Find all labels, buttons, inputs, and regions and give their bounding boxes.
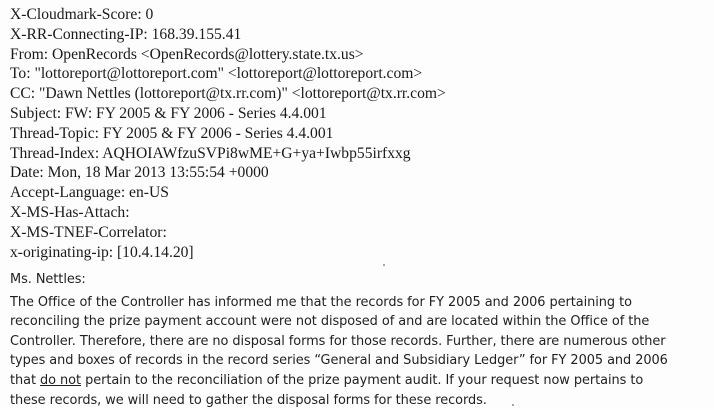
header-subject: Subject: FW: FY 2005 & FY 2006 - Series 4.4.001 — [10, 104, 327, 122]
header-from: From: OpenRecords <OpenRecords@lottery.state.tx.us> — [10, 45, 364, 63]
header-cloudmark-score: X-Cloudmark-Score: 0 — [10, 6, 154, 23]
header-thread-topic: Thread-Topic: FY 2005 & FY 2006 - Series 4.4.001 — [10, 124, 334, 142]
header-cc: CC: "Dawn Nettles (lottoreport@tx.rr.com)" <lottoreport@tx.rr.com> — [10, 85, 446, 103]
scan-speck — [512, 404, 514, 406]
scan-speck — [383, 264, 385, 266]
body-line-5-end: pertain to the reconciliation of the prize payment audit. If your request now pertains to — [81, 372, 644, 388]
header-tnef-correlator: X-MS-TNEF-Correlator: — [10, 223, 167, 241]
body-line-5-start: that — [10, 372, 41, 388]
header-accept-language: Accept-Language: en-US — [10, 184, 169, 202]
salutation: Ms. Nettles: — [10, 272, 86, 287]
body-line-2: reconciling the prize payment account were not disposed of and are located within the Office of the — [10, 314, 650, 330]
body-line-6: these records, we will need to gather the disposal forms for these records. — [10, 392, 487, 408]
header-thread-index: Thread-Index: AQHOIAWfzuSVPi8wME+G+ya+Iwbp55irfxxg — [10, 144, 411, 162]
email-body — [10, 270, 710, 410]
body-line-5 — [10, 371, 710, 391]
body-line-4: types and boxes of records in the record series “General and Subsidiary Ledger” for FY 2005 and 2006 — [10, 353, 668, 369]
underlined-do-not: do not — [40, 372, 82, 388]
email-headers — [10, 5, 446, 262]
header-has-attach: X-MS-Has-Attach: — [10, 203, 130, 221]
header-to: To: "lottoreport@lottoreport.com" <lottoreport@lottoreport.com> — [10, 65, 423, 83]
header-originating-ip: x-originating-ip: [10.4.14.20] — [10, 243, 194, 261]
header-date: Date: Mon, 18 Mar 2013 13:55:54 +0000 — [10, 164, 269, 182]
header-connecting-ip: X-RR-Connecting-IP: 168.39.155.41 — [10, 25, 242, 43]
body-line-1: The Office of the Controller has informed me that the records for FY 2005 and 2006 pertaining to — [10, 294, 632, 310]
body-line-3: Controller. Therefore, there are no disposal forms for those records. Further, there are numerous other — [10, 333, 666, 349]
